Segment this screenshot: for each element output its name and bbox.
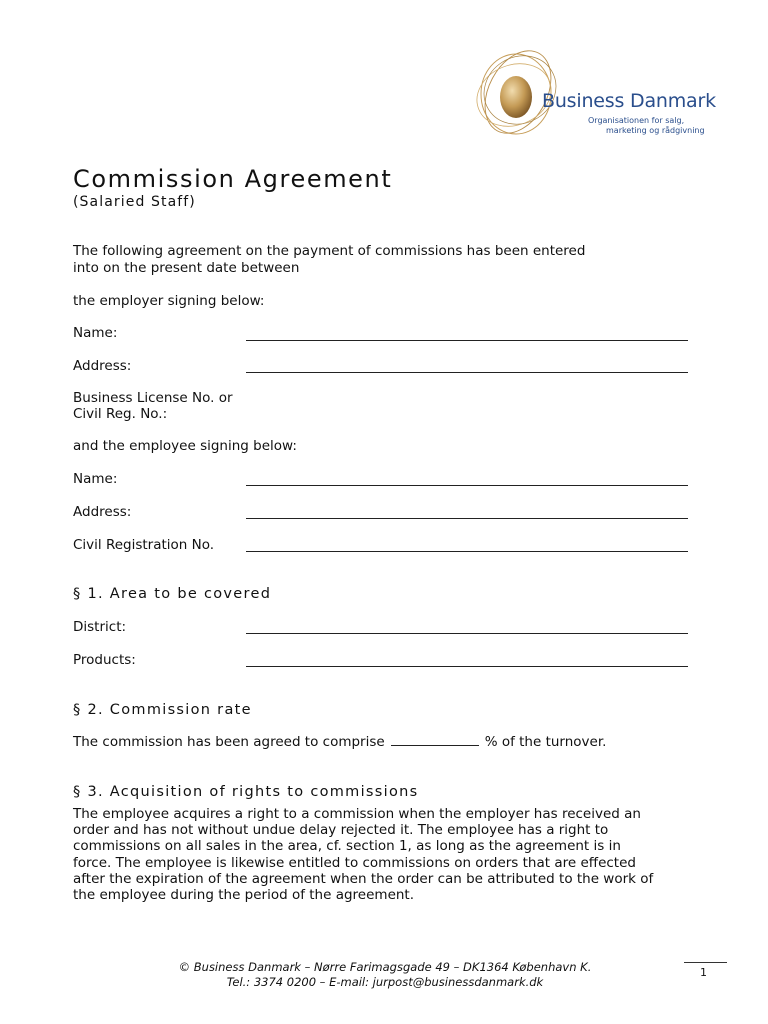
employer-heading: the employer signing below: [73,293,265,309]
commission-rate-sentence [73,734,606,751]
paragraph-line: the employee during the period of the agreement. [73,887,415,904]
logo-tagline-line2: marketing og rådgivning [606,126,705,135]
document-title: Commission Agreement [73,165,393,193]
employee-name-label: Name: [73,471,118,487]
license-label-line-2: Civil Reg. No.: [73,406,168,422]
products-label: Products: [73,652,136,668]
document-subtitle: (Salaried Staff) [73,194,196,210]
intro-line-1: The following agreement on the payment of commissions has been entered [73,243,586,259]
employee-name-field[interactable] [246,485,688,486]
employer-address-field[interactable] [246,372,688,373]
paragraph-line: commissions on all sales in the area, cf. section 1, as long as the agreement is in [73,838,621,855]
employer-address-label: Address: [73,358,132,374]
page-number-rule [684,962,727,963]
footer-address: © Business Danmark – Nørre Farimagsgade 49 – DK1364 København K. [178,960,592,974]
products-field[interactable] [246,666,688,667]
paragraph-line: force. The employee is likewise entitled to commissions on orders that are effected [73,854,636,871]
commission-rate-field[interactable] [391,734,479,746]
civil-registration-field[interactable] [246,551,688,552]
paragraph-line: order and has not without undue delay rejected it. The employee has a right to [73,822,609,839]
page-number: 1 [700,966,707,979]
license-label-line-1: Business License No. or [73,390,233,406]
district-field[interactable] [246,633,688,634]
civil-registration-label: Civil Registration No. [73,537,215,553]
footer-contact: Tel.: 3374 0200 – E-mail: jurpost@businessdanmark.dk [226,975,544,989]
section-2-heading: § 2. Commission rate [73,702,252,718]
employee-heading: and the employee signing below: [73,438,297,454]
district-label: District: [73,619,127,635]
employer-name-field[interactable] [246,340,688,341]
paragraph-line: The employee acquires a right to a commission when the employer has received an [73,806,641,822]
paragraph-line: after the expiration of the agreement when the order can be attributed to the work of [73,870,654,887]
logo-tagline-line1: Organisationen for salg, [588,116,685,125]
section-1-heading: § 1. Area to be covered [73,586,272,602]
section-3-paragraph [73,806,703,903]
employee-address-label: Address: [73,504,132,520]
intro-line-2: into on the present date between [73,260,300,276]
business-danmark-logo [476,40,746,148]
employer-name-label: Name: [73,325,118,341]
rate-text-before: The commission has been agreed to comprise [73,734,385,750]
employee-address-field[interactable] [246,518,688,519]
rate-text-after: % of the turnover. [484,734,607,750]
logo-name: Business Danmark [542,90,716,112]
section-3-heading: § 3. Acquisition of rights to commissions [73,784,419,800]
